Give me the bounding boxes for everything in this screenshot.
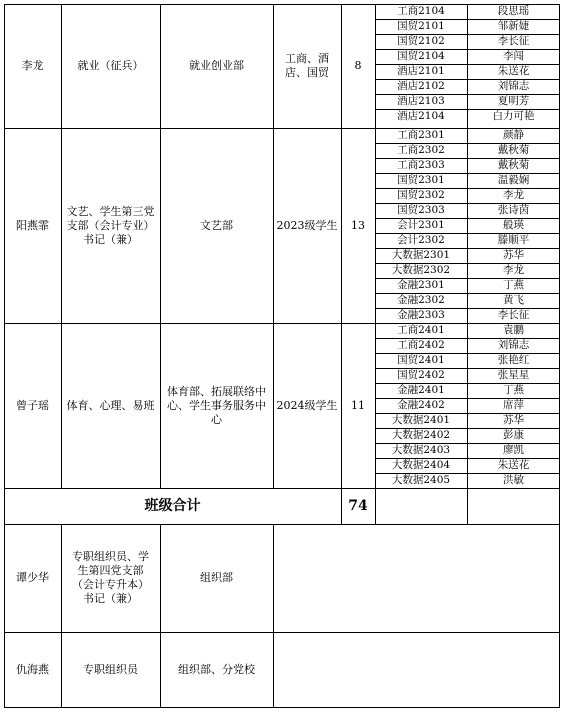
class-name-cell: 工商2401 [397, 324, 445, 336]
class-name-cell: 国贸2303 [397, 204, 445, 216]
student-name-cell: 李闯 [503, 50, 524, 62]
extra-1-role: 专职组织员、学生第四党支部（会计专升本）书记（兼） [72, 550, 149, 605]
group-3-role: 体育、心理、易班 [66, 398, 155, 412]
student-name-cell: 席萍 [503, 399, 524, 411]
total-value: 74 [348, 498, 368, 514]
student-name-cell: 戴秋菊 [497, 159, 530, 171]
total-label: 班级合计 [144, 498, 201, 514]
class-name-cell: 酒店2104 [397, 110, 445, 122]
class-name-cell: 国贸2402 [397, 369, 445, 381]
staff-assignment-table [4, 4, 560, 708]
student-name-cell: 李龙 [503, 264, 524, 276]
group-2-dept: 文艺部 [200, 218, 233, 232]
group-2-scope: 2023级学生 [276, 218, 338, 232]
student-name-cell: 李龙 [503, 189, 524, 201]
student-name-cell: 丁燕 [503, 279, 524, 291]
class-name-cell: 大数据2402 [391, 429, 451, 441]
class-name-cell: 大数据2401 [391, 414, 451, 426]
student-name-cell: 丁燕 [503, 384, 524, 396]
class-name-cell: 金融2302 [397, 294, 445, 306]
group-2-name: 阳燕霏 [16, 218, 49, 232]
student-name-cell: 般瑛 [503, 219, 524, 231]
student-name-cell: 黄飞 [503, 294, 524, 306]
class-name-cell: 大数据2301 [391, 249, 451, 261]
student-name-cell: 李长征 [497, 309, 530, 321]
class-name-cell: 国贸2401 [397, 354, 445, 366]
student-name-cell: 张诗茵 [497, 204, 530, 216]
group-3-name: 曾子瑶 [16, 398, 49, 412]
class-name-cell: 金融2401 [397, 384, 445, 396]
student-name-cell: 苏华 [503, 414, 524, 426]
student-name-cell: 白力可艳 [492, 110, 535, 122]
class-name-cell: 会计2302 [397, 234, 445, 246]
extra-2-role: 专职组织员 [83, 663, 138, 676]
group-1-dept: 就业创业部 [189, 59, 244, 72]
group-3-count: 11 [351, 398, 365, 412]
class-name-cell: 工商2104 [397, 5, 445, 17]
extra-1-dept: 组织部 [200, 571, 233, 584]
student-name-cell: 刘锦志 [497, 339, 530, 351]
extra-2-name: 仇海燕 [16, 663, 49, 676]
student-name-cell: 滕顺平 [497, 234, 530, 246]
class-name-cell: 大数据2302 [391, 264, 451, 276]
student-name-cell: 张艳红 [497, 354, 530, 366]
student-name-cell: 温毅娴 [497, 174, 530, 186]
class-name-cell: 金融2402 [397, 399, 445, 411]
student-name-cell: 戴秋菊 [497, 144, 530, 156]
group-3-scope: 2024级学生 [276, 398, 338, 412]
group-1-count: 8 [354, 59, 362, 72]
class-name-cell: 国贸2101 [397, 20, 445, 32]
class-name-cell: 国贸2301 [397, 174, 445, 186]
group-1-name: 李龙 [21, 59, 44, 72]
group-3-dept: 体育部、拓展联络中心、学生事务服务中心 [167, 384, 266, 426]
student-name-cell: 廖凯 [503, 444, 524, 456]
student-name-cell: 夏明芳 [497, 95, 530, 107]
student-name-cell: 彭康 [503, 429, 524, 441]
student-name-cell: 袁鹏 [503, 324, 524, 336]
group-1-role: 就业（征兵） [77, 59, 144, 72]
student-name-cell: 朱送花 [497, 459, 530, 471]
class-name-cell: 工商2303 [397, 159, 445, 171]
class-name-cell: 国贸2104 [397, 50, 445, 62]
extra-2-dept: 组织部、分党校 [178, 663, 255, 676]
student-name-cell: 张星星 [497, 369, 530, 381]
class-name-cell: 酒店2101 [397, 65, 445, 77]
grid-line [273, 524, 274, 708]
class-name-cell: 大数据2403 [391, 444, 451, 456]
student-name-cell: 段思瑶 [497, 5, 530, 17]
class-name-cell: 酒店2103 [397, 95, 445, 107]
class-name-cell: 会计2301 [397, 219, 445, 231]
student-name-cell: 洪敏 [503, 474, 524, 486]
class-name-cell: 工商2402 [397, 339, 445, 351]
extra-1-name: 谭少华 [16, 571, 49, 584]
group-2-role: 文艺、学生第三党支部（会计专业）书记（兼） [66, 204, 155, 246]
student-name-cell: 苏华 [503, 249, 524, 261]
class-name-cell: 大数据2404 [391, 459, 451, 471]
student-name-cell: 李长征 [497, 35, 530, 47]
class-name-cell: 工商2301 [397, 129, 445, 141]
student-name-cell: 朱送花 [497, 65, 530, 77]
group-1-scope: 工商、酒店、国贸 [285, 52, 329, 79]
student-name-cell: 刘锦志 [497, 80, 530, 92]
class-name-cell: 金融2301 [397, 279, 445, 291]
student-name-cell: 颜静 [503, 129, 524, 141]
grid-line [375, 488, 376, 524]
class-name-cell: 国贸2102 [397, 35, 445, 47]
student-name-cell: 邹新婕 [497, 20, 530, 32]
class-name-cell: 酒店2102 [397, 80, 445, 92]
class-name-cell: 金融2303 [397, 309, 445, 321]
group-2-count: 13 [351, 218, 365, 232]
class-name-cell: 大数据2405 [391, 474, 451, 486]
grid-line [467, 488, 468, 524]
class-name-cell: 国贸2302 [397, 189, 445, 201]
class-name-cell: 工商2302 [397, 144, 445, 156]
